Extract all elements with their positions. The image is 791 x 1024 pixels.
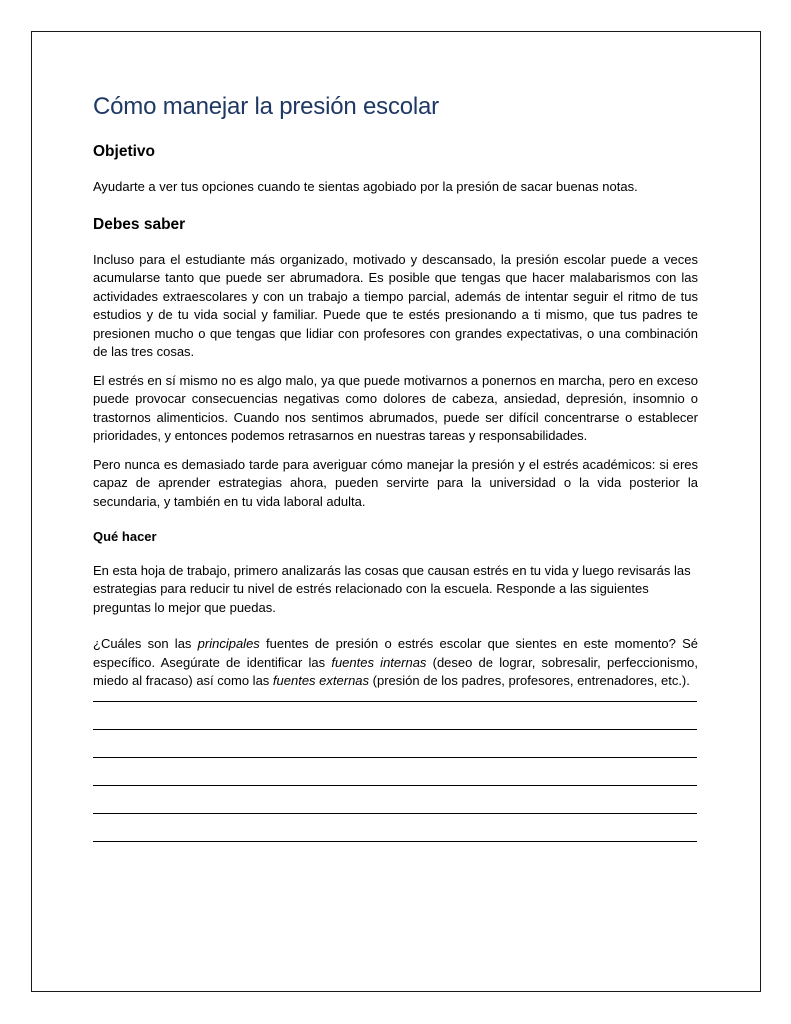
answer-line[interactable] — [93, 813, 697, 814]
should-know-paragraph-3: Pero nunca es demasiado tarde para averiguar cómo manejar la presión y el estrés académicos: si eres capaz de aprender estrategias ahora, pueden servirte para la universidad o la vida posterior la secundaria, y también en tu vida laboral adulta. — [93, 456, 698, 509]
should-know-paragraph-2: El estrés en sí mismo no es algo malo, ya que puede motivarnos a ponernos en marcha, pero en exceso puede provocar consecuencias negativas como dolores de cabeza, ansiedad, depresión, insomnio o trastornos alimenticios. Cuando nos sentimos abrumados, puede ser difícil concentrarse o establecer prioridades, y entonces podemos retrasarnos en nuestras tareas y responsabilidades. — [93, 372, 698, 444]
what-to-do-heading: Qué hacer — [93, 529, 157, 545]
question-emphasis-principales: principales — [197, 636, 260, 652]
question-text — [93, 635, 698, 691]
answer-line[interactable] — [93, 701, 697, 702]
what-to-do-intro: En esta hoja de trabajo, primero analizarás las cosas que causan estrés en tu vida y luego revisarás las estrategias para reducir tu nivel de estrés relacionado con la escuela. Responde a las siguientes preguntas lo mejor que puedas. — [93, 562, 691, 615]
answer-lines — [93, 701, 698, 842]
question-emphasis-internal-sources: fuentes internas — [331, 654, 427, 670]
should-know-paragraph-1: Incluso para el estudiante más organizado, motivado y descansado, la presión escolar puede a veces acumularse tanto que puede ser abrumadora. Es posible que tengas que hacer malabarismos con las actividades extraescolares y con un trabajo a tiempo parcial, además de intentar seguir el ritmo de tus estudios y de tu vida social y familiar. Puede que te estés presionando a ti mismo, que tus padres te presionen mucho o que tengas que lidiar con profesores con grandes expectativas, o una combinación de las tres cosas. — [93, 251, 698, 360]
question-part-4: (presión de los padres, profesores, entrenadores, etc.). — [369, 673, 690, 689]
answer-line[interactable] — [93, 729, 697, 730]
document-title: Cómo manejar la presión escolar — [93, 93, 439, 120]
question-part-3: (deseo de lograr, sobresalir, perfeccionismo, miedo al fracaso) así como las — [93, 654, 699, 689]
answer-line[interactable] — [93, 841, 697, 842]
question-emphasis-external-sources: fuentes externas — [272, 673, 370, 689]
should-know-heading: Debes saber — [93, 216, 186, 234]
objective-heading: Objetivo — [93, 143, 156, 160]
question-part-1: ¿Cuáles son las — [93, 636, 198, 652]
objective-text: Ayudarte a ver tus opciones cuando te sientas agobiado por la presión de sacar buenas notas. — [93, 178, 638, 194]
answer-line[interactable] — [93, 785, 697, 786]
question-part-2: fuentes de presión o estrés escolar que sientes en este momento? Sé específico. Asegúrate de identificar las — [93, 636, 698, 670]
document-body — [93, 92, 698, 869]
answer-line[interactable] — [93, 757, 697, 758]
